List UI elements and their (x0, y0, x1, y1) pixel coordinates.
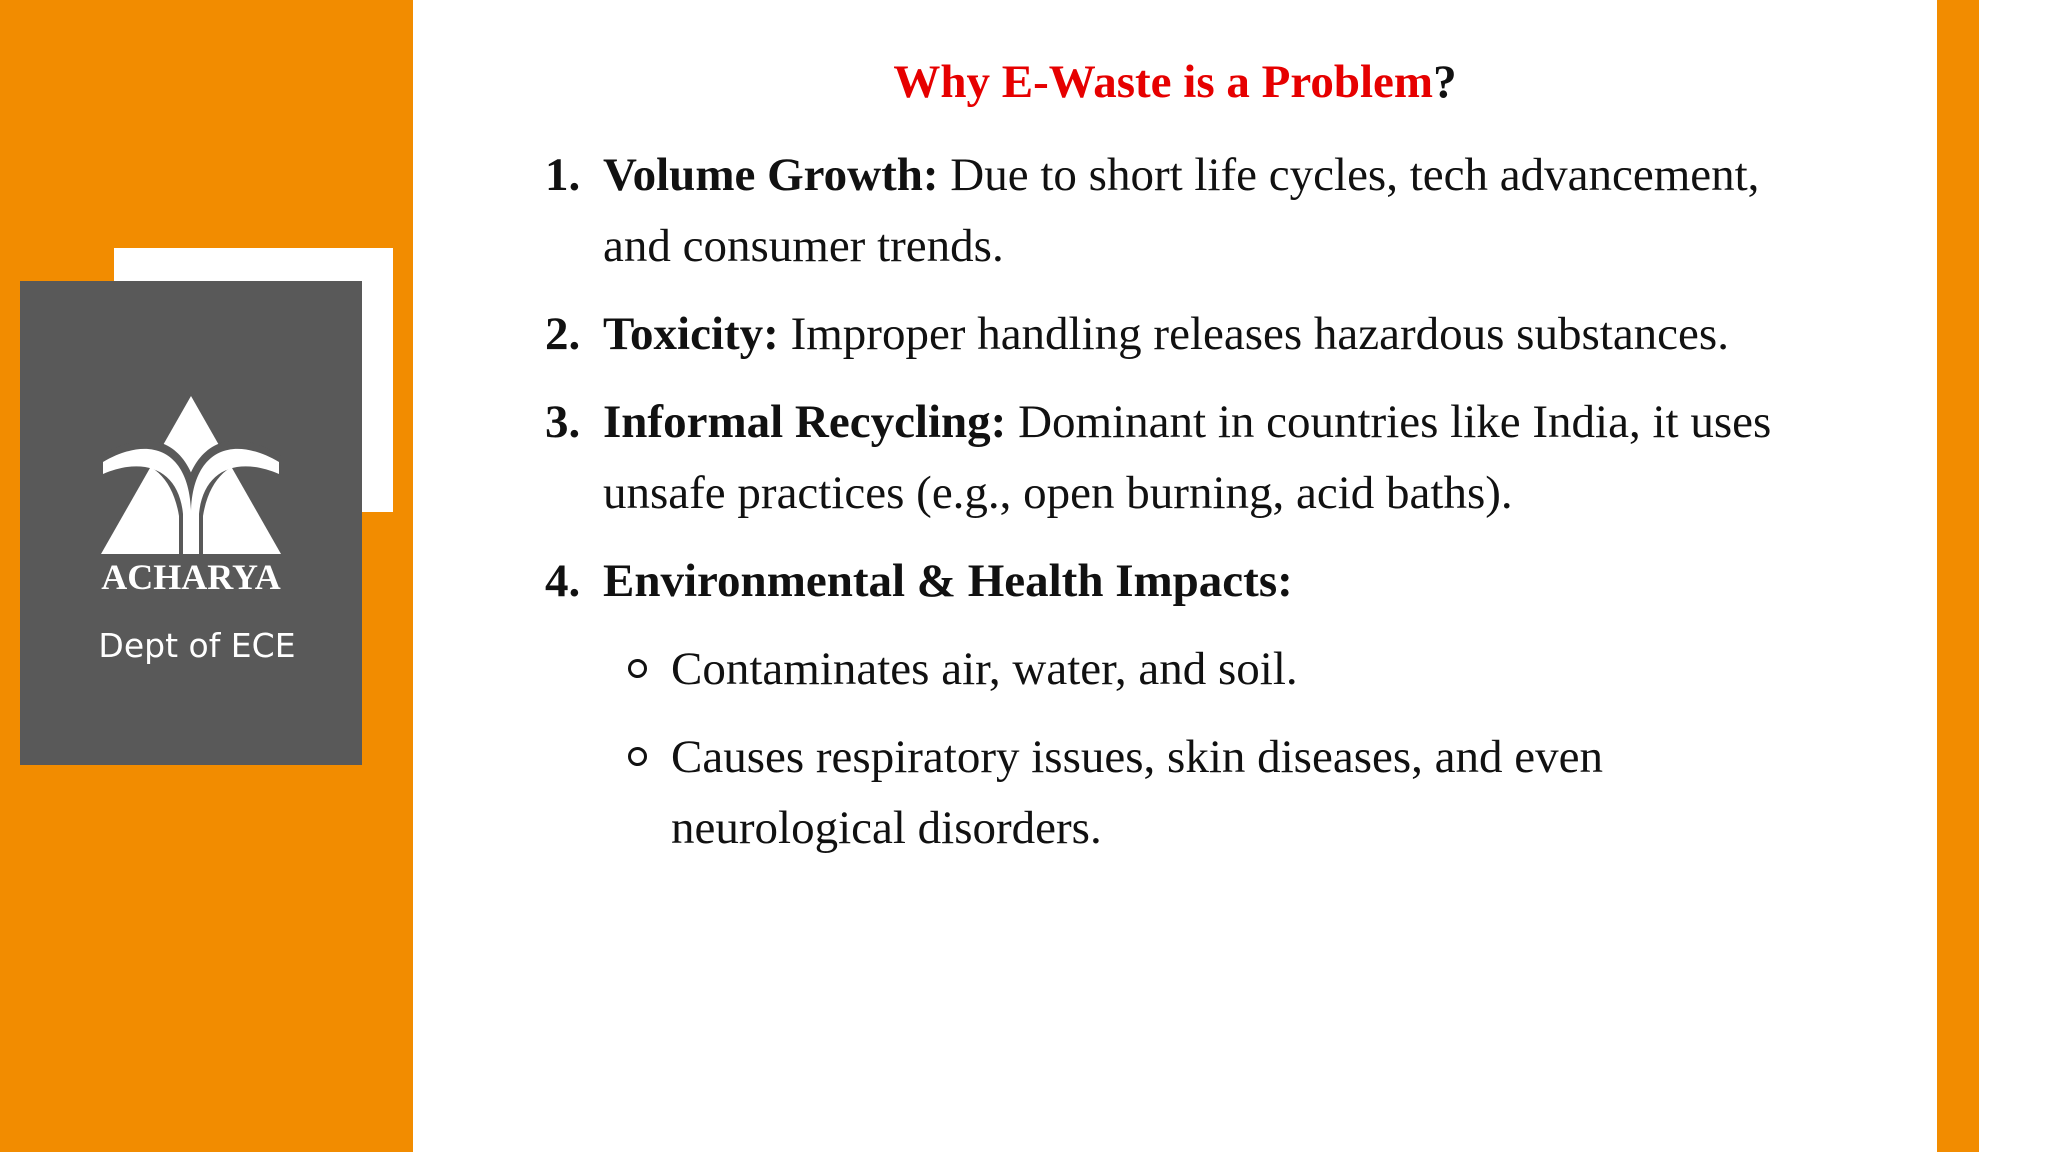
title-text: Why E-Waste is a Problem (893, 56, 1434, 108)
right-orange-band (1937, 0, 1979, 1152)
item-text: Improper handling releases hazardous substances. (778, 308, 1729, 360)
item-number: 4. (545, 555, 581, 607)
list-item (545, 140, 1805, 282)
list-item (545, 299, 1805, 370)
title-suffix: ? (1433, 56, 1457, 108)
slide-title (413, 52, 1937, 112)
circle-bullet-icon (628, 747, 647, 766)
sub-item-text: Causes respiratory issues, skin diseases, and even neurological disorders. (671, 731, 1603, 854)
item-number: 2. (545, 308, 581, 360)
sub-list-item (545, 634, 1805, 705)
list-item (545, 387, 1805, 529)
acharya-logo-icon (101, 396, 281, 554)
item-text: Dominant in countries like India, it uses unsafe practices (e.g., open burning, acid baths). (603, 396, 1772, 519)
sub-list-item (545, 722, 1805, 864)
item-number: 1. (545, 149, 581, 201)
item-label: Informal Recycling: (603, 396, 1007, 448)
item-number: 3. (545, 396, 581, 448)
circle-bullet-icon (628, 659, 647, 678)
dept-label: Dept of ECE (98, 626, 296, 665)
item-label: Toxicity: (603, 308, 779, 360)
content-list (545, 140, 1805, 881)
list-item (545, 546, 1805, 617)
item-label: Environmental & Health Impacts: (603, 555, 1293, 607)
sub-item-text: Contaminates air, water, and soil. (671, 643, 1298, 695)
item-label: Volume Growth: (603, 149, 939, 201)
item-text: Due to short life cycles, tech advancement, and consumer trends. (603, 149, 1760, 272)
logo-wordmark: ACHARYA (101, 557, 281, 597)
